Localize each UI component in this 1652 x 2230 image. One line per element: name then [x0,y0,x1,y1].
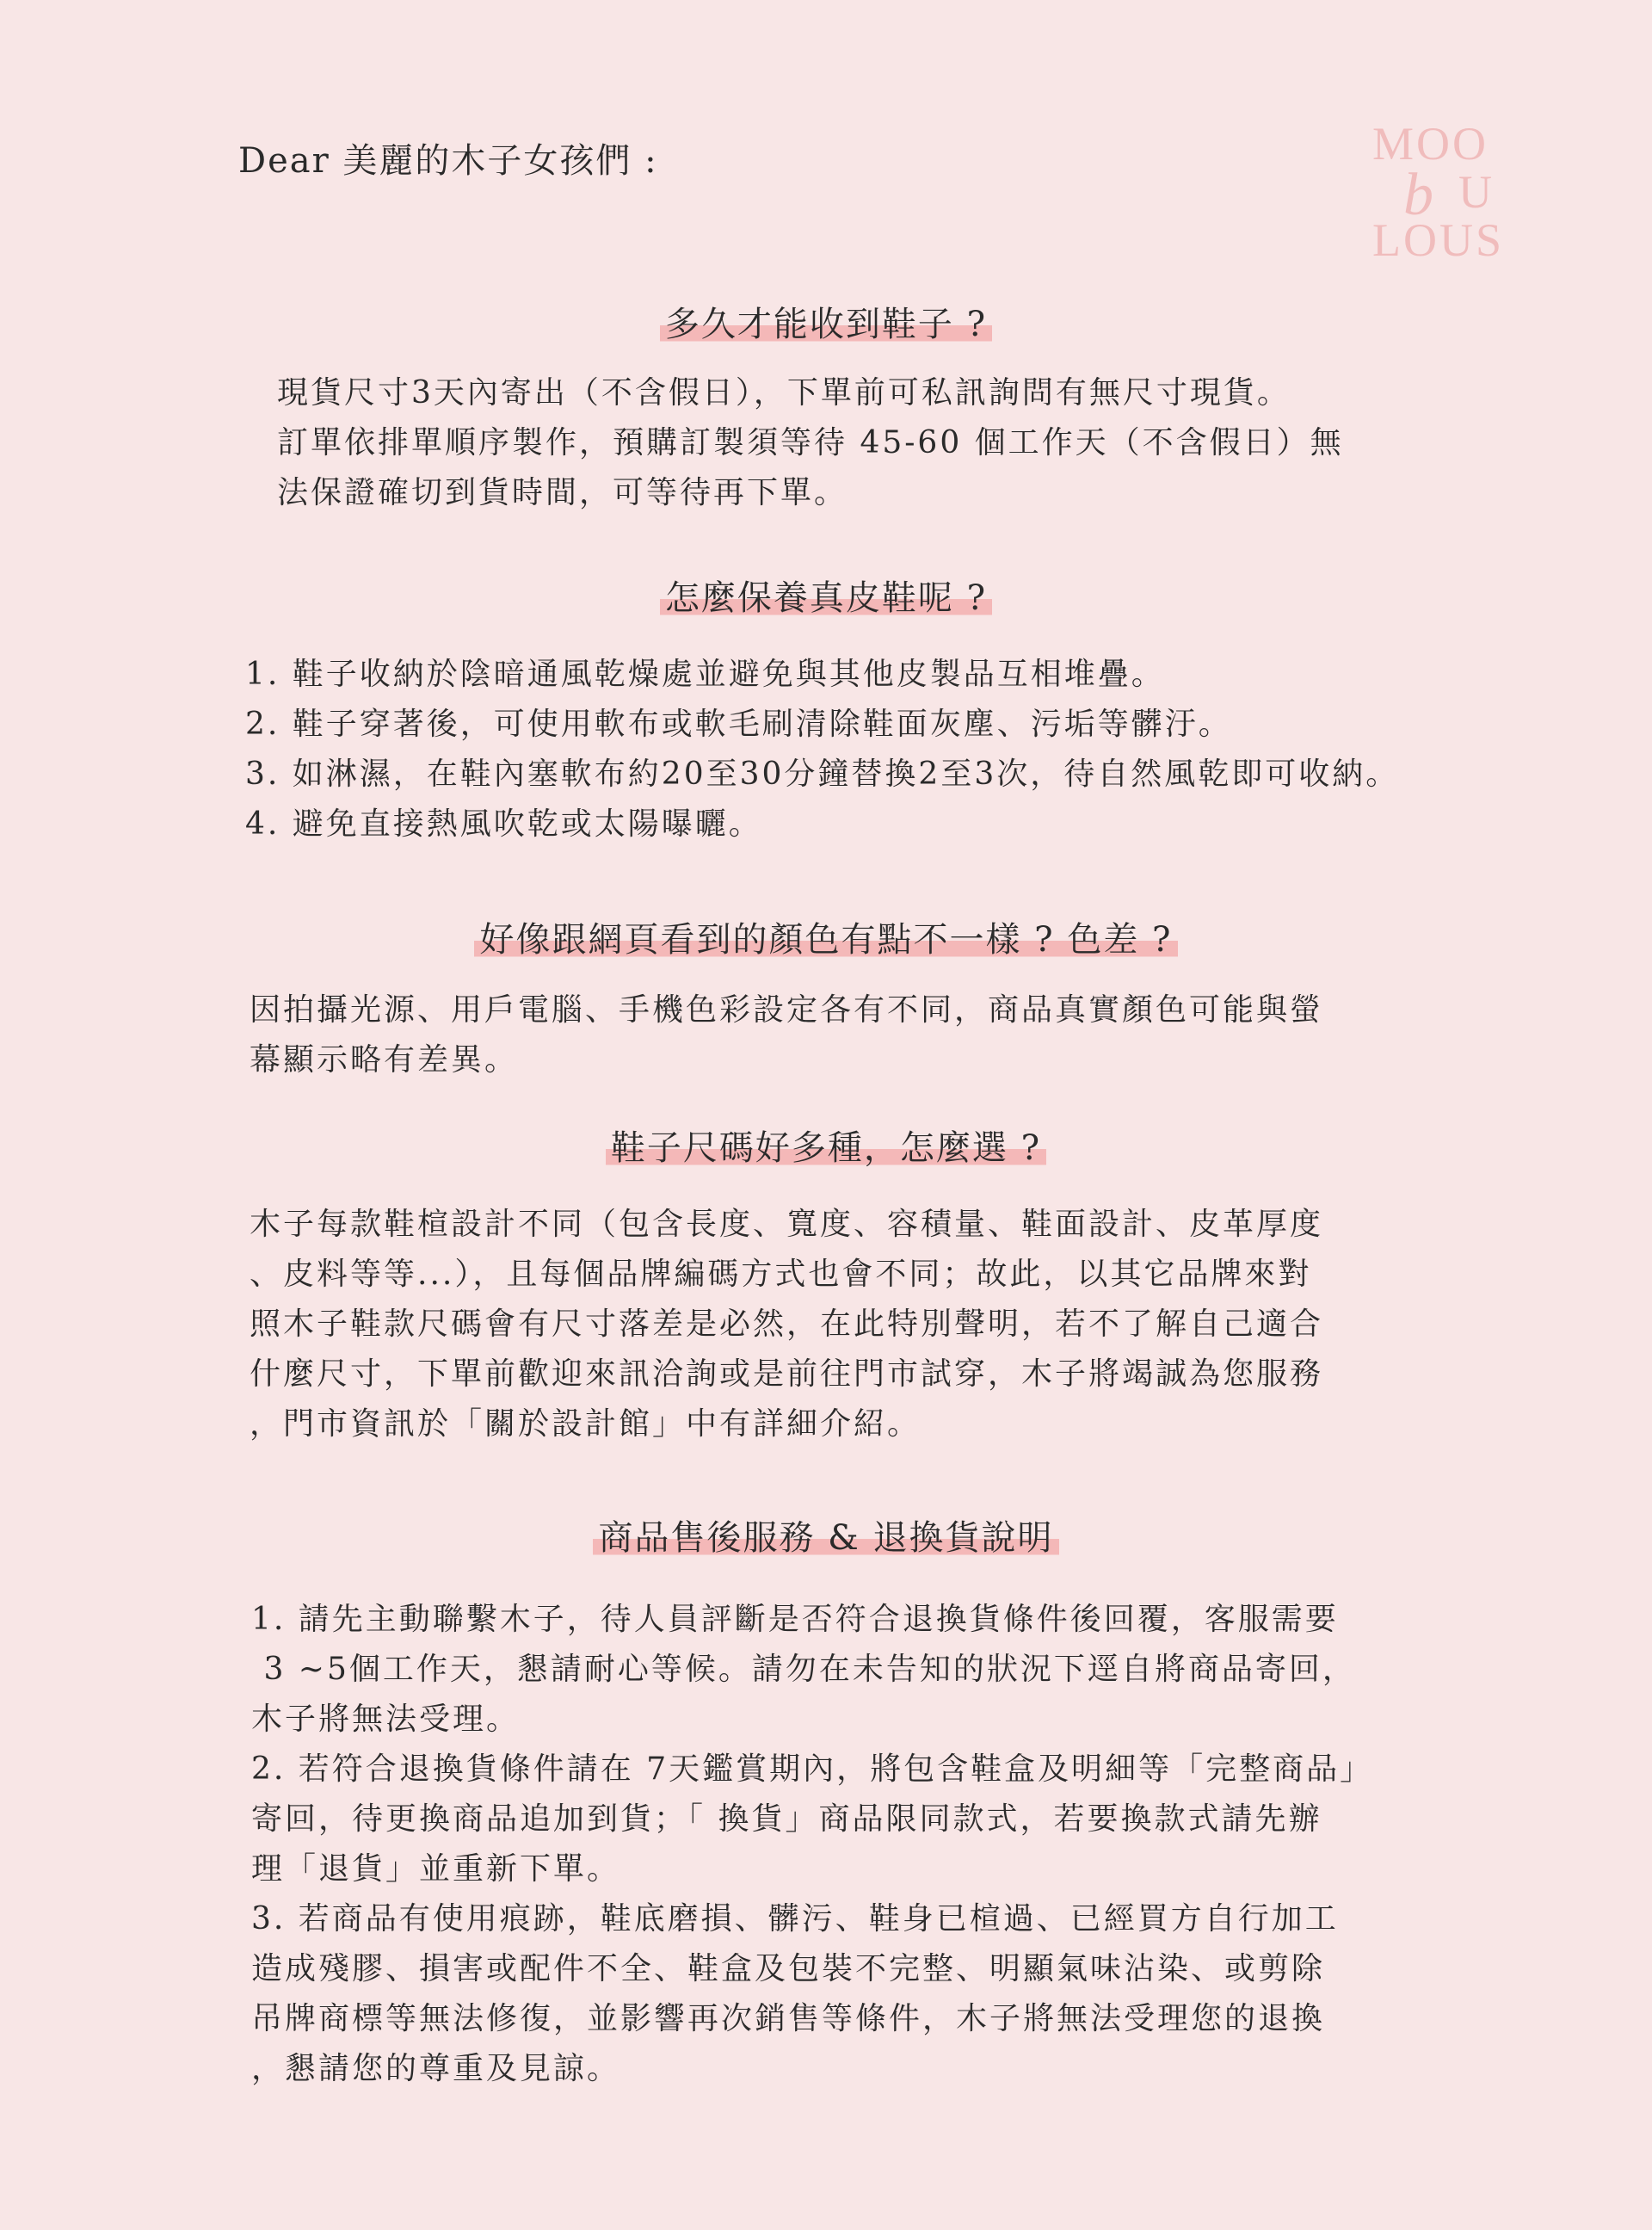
text-line: 木子每款鞋楦設計不同（包含長度、寬度、容積量、鞋面設計、皮革厚度 [250,1207,1324,1242]
text-line: 1. 請先主動聯繫木子，待人員評斷是否符合退換貨條件後回覆，客服需要 [251,1602,1339,1637]
text-line: 、皮料等等...），且每個品牌編碼方式也會不同；故此，以其它品牌來對 [250,1257,1312,1292]
section-heading-size [0,1121,1652,1170]
section-heading-returns-text: 商品售後服務 & 退換貨說明 [593,1510,1058,1560]
text-line: ，門市資訊於「關於設計館」中有詳細介紹。 [250,1406,922,1442]
section-body-returns [251,1595,1373,2094]
section-heading-care [0,571,1652,620]
section-body-care [245,650,1399,849]
section-body-delivery [277,368,1344,518]
section-heading-color [0,912,1652,961]
logo-line-2 [1372,162,1527,228]
section-body-size [250,1200,1323,1449]
logo-line-1: MOO [1372,118,1489,170]
logo-mark: b [1403,162,1436,228]
text-line: 什麼尺寸，下單前歡迎來訊洽詢或是前往門市試穿，木子將竭誠為您服務 [250,1356,1324,1392]
text-line: 寄回，待更換商品追加到貨；「 換貨」商品限同款式，若要換款式請先辦 [251,1801,1322,1837]
greeting: Dear 美麗的木子女孩們 : [238,141,658,181]
text-line: 幕顯示略有差異。 [250,1042,519,1078]
section-heading-size-text: 鞋子尺碼好多種，怎麼選 ? [606,1121,1046,1170]
text-line: 2. 若符合退換貨條件請在 7天鑑賞期內，將包含鞋盒及明細等「完整商品」 [251,1751,1374,1787]
text-line: 訂單依排單順序製作，預購訂製須等待 45-60 個工作天（不含假日）無 [277,425,1344,460]
section-heading-care-text: 怎麼保養真皮鞋呢 ? [660,571,992,620]
text-line: 現貨尺寸3天內寄出（不含假日），下單前可私訊詢問有無尺寸現貨。 [277,375,1291,411]
logo-letter-u: U [1458,166,1495,218]
text-line: 3 ~5個工作天，懇請耐心等候。請勿在未告知的狀況下逕自將商品寄回， [251,1652,1356,1687]
section-heading-delivery-text: 多久才能收到鞋子 ? [660,297,992,346]
logo-line-3: LOUS [1372,214,1505,266]
section-heading-color-text: 好像跟網頁看到的顏色有點不一樣 ? 色差 ? [474,912,1177,961]
text-line: 木子將無法受理。 [251,1702,521,1737]
text-line: 因拍攝光源、用戶電腦、手機色彩設定各有不同，商品真實顏色可能與螢 [250,992,1324,1028]
brand-logo [1372,120,1527,265]
text-line: 理「退貨」並重新下單。 [251,1851,621,1887]
text-line: 3. 若商品有使用痕跡，鞋底磨損、髒污、鞋身已楦過、已經買方自行加工 [251,1901,1339,1937]
section-heading-delivery [0,297,1652,346]
section-heading-returns [0,1510,1652,1560]
text-line: 照木子鞋款尺碼會有尺寸落差是必然，在此特別聲明，若不了解自己適合 [250,1306,1324,1342]
list-item: 3. 如淋濕，在鞋內塞軟布約20至30分鐘替換2至3次，待自然風乾即可收納。 [245,757,1400,792]
text-line: ，懇請您的尊重及見諒。 [251,2051,621,2086]
list-item: 4. 避免直接熱風吹乾或太陽曝曬。 [245,806,762,842]
text-line: 法保證確切到貨時間，可等待再下單。 [277,475,848,510]
section-body-color [250,985,1323,1085]
text-line: 造成殘膠、損害或配件不全、鞋盒及包裝不完整、明顯氣味沾染、或剪除 [251,1951,1326,1986]
list-item: 2. 鞋子穿著後，可使用軟布或軟毛刷清除鞋面灰塵、污垢等髒汙。 [245,707,1232,742]
list-item: 1. 鞋子收納於陰暗通風乾燥處並避免與其他皮製品互相堆疊。 [245,657,1165,692]
text-line: 吊牌商標等無法修復，並影響再次銷售等條件，木子將無法受理您的退換 [251,2001,1326,2036]
